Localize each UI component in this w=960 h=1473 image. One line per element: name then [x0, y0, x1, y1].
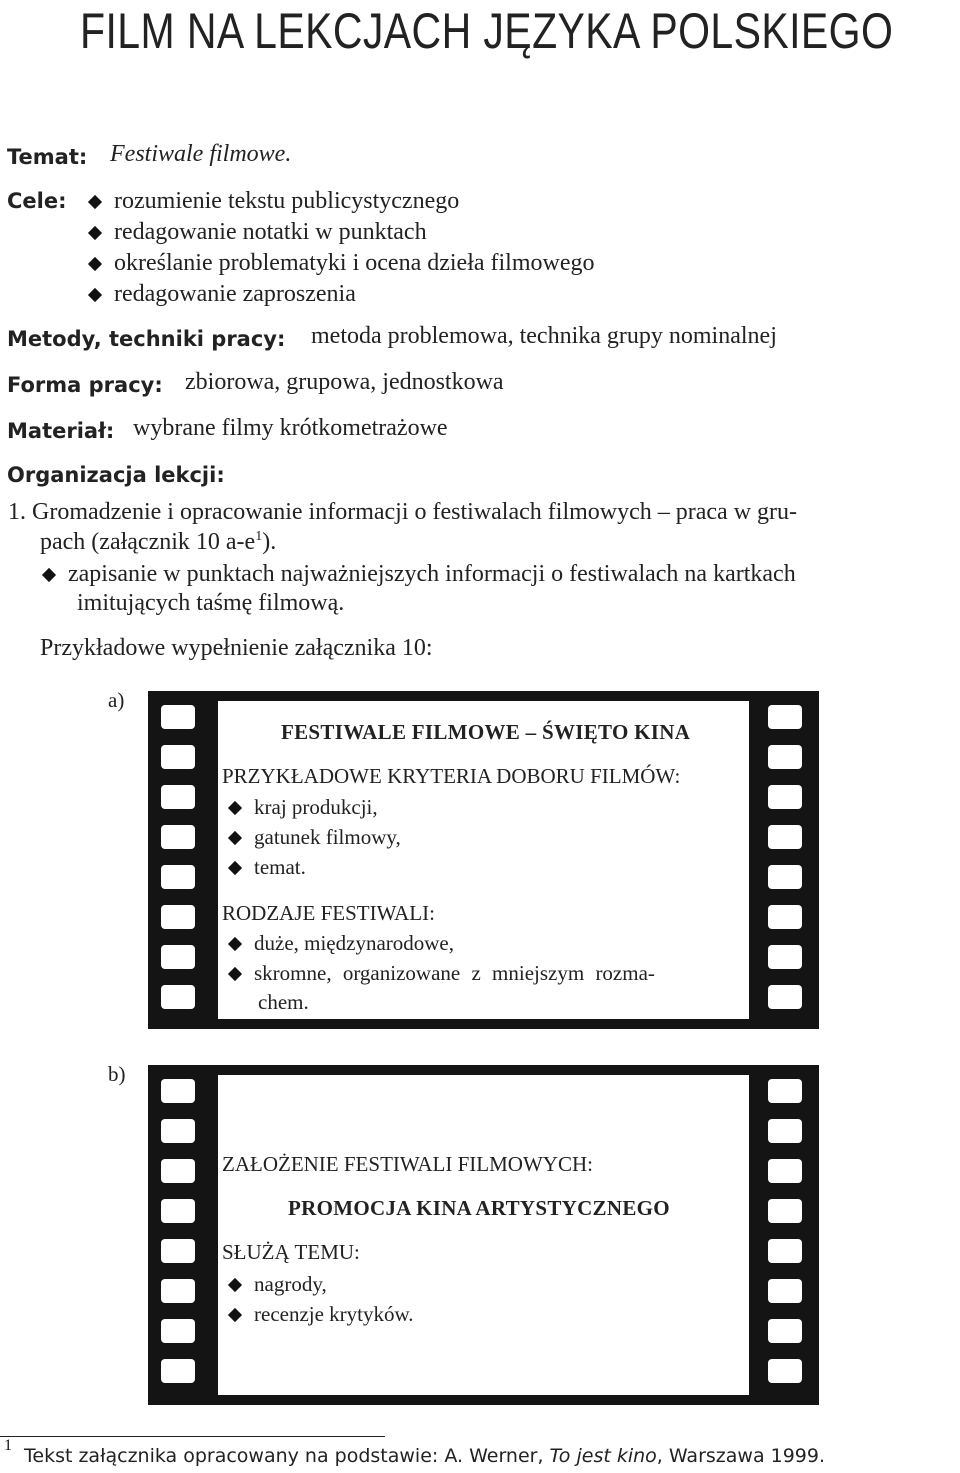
film-b-marker: b): [108, 1062, 126, 1086]
diamond-bullet-icon: [88, 225, 102, 239]
list-item: skromne, organizowane z mniejszym rozma-: [230, 961, 655, 986]
organizacja-label: Organizacja lekcji:: [7, 463, 225, 487]
film-hole-icon: [161, 1159, 195, 1183]
diamond-bullet-icon: [228, 1307, 242, 1321]
film-a-types-label: RODZAJE FESTIWALI:: [222, 901, 435, 925]
diamond-bullet-icon: [228, 966, 242, 980]
list-item: kraj produkcji,: [230, 795, 378, 820]
diamond-bullet-icon: [88, 287, 102, 301]
page-title: FILM NA LEKCJACH JĘZYKA POLSKIEGO: [80, 3, 894, 59]
cele-label: Cele:: [7, 189, 67, 213]
diamond-bullet-icon: [88, 256, 102, 270]
list-item: duże, międzynarodowe,: [230, 931, 454, 956]
film-strip-a: [148, 691, 819, 1029]
list-item: temat.: [230, 855, 306, 880]
film-hole-icon: [161, 905, 195, 929]
step1-bullet: zapisanie w punktach najważniejszych informacji o festiwalach na kartkach: [44, 561, 796, 588]
film-hole-icon: [161, 865, 195, 889]
film-hole-icon: [768, 1079, 802, 1103]
film-a-marker: a): [108, 688, 125, 712]
example-intro: Przykładowe wypełnienie załącznika 10:: [40, 635, 433, 661]
footnote-divider: [0, 1436, 385, 1437]
film-hole-icon: [768, 745, 802, 769]
film-hole-icon: [768, 1319, 802, 1343]
list-item: redagowanie zaproszenia: [90, 279, 595, 310]
material-label: Materiał:: [7, 419, 115, 443]
film-frame-a: [218, 701, 749, 1019]
film-hole-icon: [768, 1239, 802, 1263]
forma-label: Forma pracy:: [7, 373, 163, 397]
diamond-bullet-icon: [228, 830, 242, 844]
film-hole-icon: [161, 1079, 195, 1103]
forma-value: zbiorowa, grupowa, jednostkowa: [185, 369, 504, 395]
film-hole-icon: [768, 1199, 802, 1223]
list-item: określanie problematyki i ocena dzieła filmowego: [90, 248, 595, 279]
film-hole-icon: [161, 745, 195, 769]
film-hole-icon: [161, 1359, 195, 1383]
metody-label: Metody, techniki pracy:: [7, 327, 286, 351]
film-hole-icon: [768, 945, 802, 969]
step1-bullet-cont: imitujących taśmę filmową.: [77, 590, 345, 616]
list-item: recenzje krytyków.: [230, 1302, 414, 1327]
film-a-types-cont: chem.: [258, 990, 309, 1014]
film-b-assumption-label: ZAŁOŻENIE FESTIWALI FILMOWYCH:: [222, 1152, 593, 1176]
film-hole-icon: [768, 905, 802, 929]
film-hole-icon: [768, 1359, 802, 1383]
temat-value: Festiwale filmowe.: [110, 141, 292, 167]
film-hole-icon: [768, 785, 802, 809]
film-strip-b: [148, 1065, 819, 1405]
list-item: rozumienie tekstu publicystycznego: [90, 186, 595, 217]
step1-line2: pach (załącznik 10 $a-e^1$).: [40, 529, 277, 555]
footnote-text: Tekst załącznika opracowany na podstawie: A. Werner, To jest kino, Warszawa 1999.: [24, 1445, 826, 1467]
film-hole-icon: [161, 785, 195, 809]
cele-list: [90, 186, 595, 310]
film-hole-icon: [768, 1159, 802, 1183]
list-item: redagowanie notatki w punktach: [90, 217, 595, 248]
film-b-serves-label: SŁUŻĄ TEMU:: [222, 1240, 360, 1264]
film-hole-icon: [161, 825, 195, 849]
metody-value: metoda problemowa, technika grupy nominalnej: [311, 323, 777, 349]
film-b-assumption: PROMOCJA KINA ARTYSTYCZNEGO: [288, 1196, 670, 1220]
film-hole-icon: [161, 705, 195, 729]
footnote-number: 1: [4, 1437, 12, 1454]
film-hole-icon: [768, 865, 802, 889]
footnote-mark: 1: [255, 529, 263, 544]
film-a-criteria-label: PRZYKŁADOWE KRYTERIA DOBORU FILMÓW:: [222, 764, 681, 788]
film-hole-icon: [161, 1119, 195, 1143]
film-hole-icon: [161, 985, 195, 1009]
film-hole-icon: [768, 1119, 802, 1143]
temat-label: Temat:: [7, 145, 88, 169]
film-a-heading: FESTIWALE FILMOWE – ŚWIĘTO KINA: [281, 720, 691, 744]
step1-line1: 1. Gromadzenie i opracowanie informacji o festiwalach filmowych – praca w gru-: [8, 499, 798, 525]
film-hole-icon: [161, 1319, 195, 1343]
diamond-bullet-icon: [42, 567, 56, 581]
film-frame-b: [218, 1075, 749, 1395]
film-hole-icon: [768, 1279, 802, 1303]
list-item: nagrody,: [230, 1272, 327, 1297]
film-hole-icon: [161, 1239, 195, 1263]
film-hole-icon: [768, 705, 802, 729]
film-hole-icon: [161, 1199, 195, 1223]
list-item: gatunek filmowy,: [230, 825, 401, 850]
film-hole-icon: [161, 945, 195, 969]
diamond-bullet-icon: [228, 800, 242, 814]
film-hole-icon: [768, 985, 802, 1009]
film-hole-icon: [161, 1279, 195, 1303]
diamond-bullet-icon: [228, 1277, 242, 1291]
diamond-bullet-icon: [228, 936, 242, 950]
diamond-bullet-icon: [88, 194, 102, 208]
film-hole-icon: [768, 825, 802, 849]
material-value: wybrane filmy krótkometrażowe: [133, 415, 448, 441]
diamond-bullet-icon: [228, 860, 242, 874]
